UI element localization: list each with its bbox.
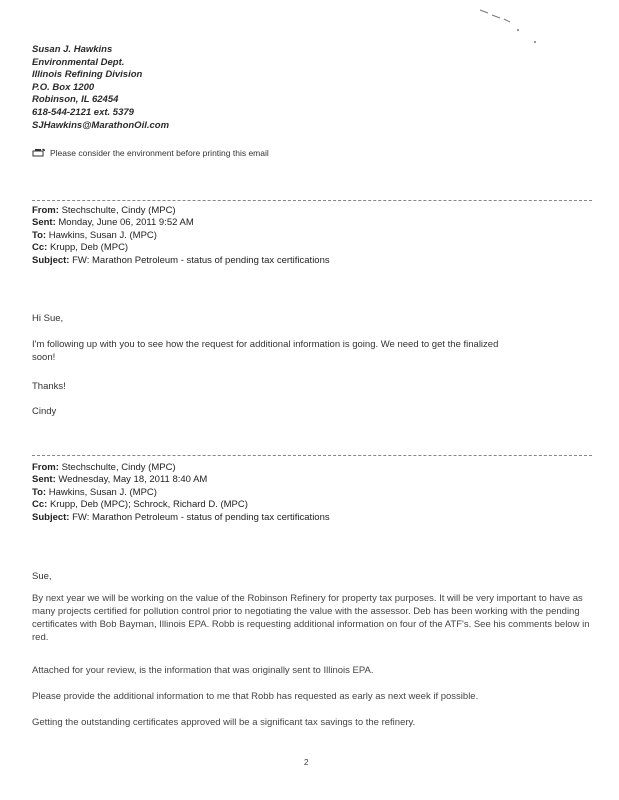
subject-value: FW: Marathon Petroleum - status of pending tax certifications bbox=[72, 254, 330, 266]
subject-label: Subject: bbox=[32, 511, 70, 523]
cc-label: Cc: bbox=[32, 499, 48, 511]
signature-name: Susan J. Hawkins bbox=[32, 44, 113, 55]
sent-value: Monday, June 06, 2011 9:52 AM bbox=[58, 217, 194, 229]
sent-label: Sent: bbox=[32, 217, 56, 229]
from-label: From: bbox=[32, 205, 59, 216]
email2-greeting: Sue, bbox=[32, 571, 52, 582]
signature-email[interactable]: SJHawkins@MarathonOil.com bbox=[32, 119, 170, 131]
email-divider bbox=[32, 455, 592, 456]
to-value: Hawkins, Susan J. (MPC) bbox=[48, 229, 157, 241]
to-value: Hawkins, Susan J. (MPC) bbox=[48, 486, 157, 498]
signature-city: Robinson, IL 62454 bbox=[32, 94, 119, 106]
email-divider bbox=[32, 200, 592, 201]
page-number: 2 bbox=[304, 758, 309, 767]
email2-para2: Attached for your review, is the information that was originally sent to Illinois EPA. bbox=[32, 665, 374, 676]
sent-label: Sent: bbox=[32, 474, 56, 486]
to-label: To: bbox=[32, 486, 47, 498]
email2-header bbox=[32, 462, 330, 524]
from-value: Stechschulte, Cindy (MPC) bbox=[61, 205, 176, 216]
email2-para1: By next year we will be working on the value of the Robinson Refinery for property tax purposes. It will be very important to have as many projects certified for pollution control prior to negotiating the value with the assessor. Deb has been working with the pending certificates with Bob Bayman, Illinois EPA. Robb is requesting additional information on four of the ATF's. See his comments below in red. bbox=[32, 593, 590, 643]
email1-thanks: Thanks! bbox=[32, 381, 66, 392]
scan-marks bbox=[460, 4, 550, 44]
to-label: To: bbox=[32, 229, 47, 241]
email2-para3: Please provide the additional information to me that Robb has requested as early as next week if possible. bbox=[32, 691, 479, 702]
signature-po-box: P.O. Box 1200 bbox=[32, 81, 95, 93]
from-label: From: bbox=[32, 462, 59, 473]
printer-leaf-icon bbox=[32, 148, 46, 158]
email2-para4: Getting the outstanding certificates approved will be a significant tax savings to the refinery. bbox=[32, 717, 416, 728]
subject-value: FW: Marathon Petroleum - status of pending tax certifications bbox=[72, 511, 330, 523]
email1-body: I'm following up with you to see how the request for additional information is going. We need to get the finalized soon! bbox=[32, 339, 499, 363]
from-value: Stechschulte, Cindy (MPC) bbox=[61, 462, 176, 473]
email-signature bbox=[32, 44, 169, 132]
email1-header bbox=[32, 205, 330, 267]
environment-note-text: Please consider the environment before printing this email bbox=[50, 148, 269, 158]
cc-label: Cc: bbox=[32, 242, 48, 254]
signature-phone: 618-544-2121 ext. 5379 bbox=[32, 106, 134, 118]
subject-label: Subject: bbox=[32, 254, 70, 266]
environment-note bbox=[32, 148, 269, 158]
sent-value: Wednesday, May 18, 2011 8:40 AM bbox=[58, 474, 208, 486]
email1-signoff: Cindy bbox=[32, 406, 57, 417]
cc-value: Krupp, Deb (MPC); Schrock, Richard D. (MPC) bbox=[49, 499, 248, 511]
email1-greeting: Hi Sue, bbox=[32, 313, 64, 324]
signature-dept: Environmental Dept. bbox=[32, 56, 125, 68]
cc-value: Krupp, Deb (MPC) bbox=[49, 242, 129, 254]
signature-division: Illinois Refining Division bbox=[32, 69, 143, 81]
